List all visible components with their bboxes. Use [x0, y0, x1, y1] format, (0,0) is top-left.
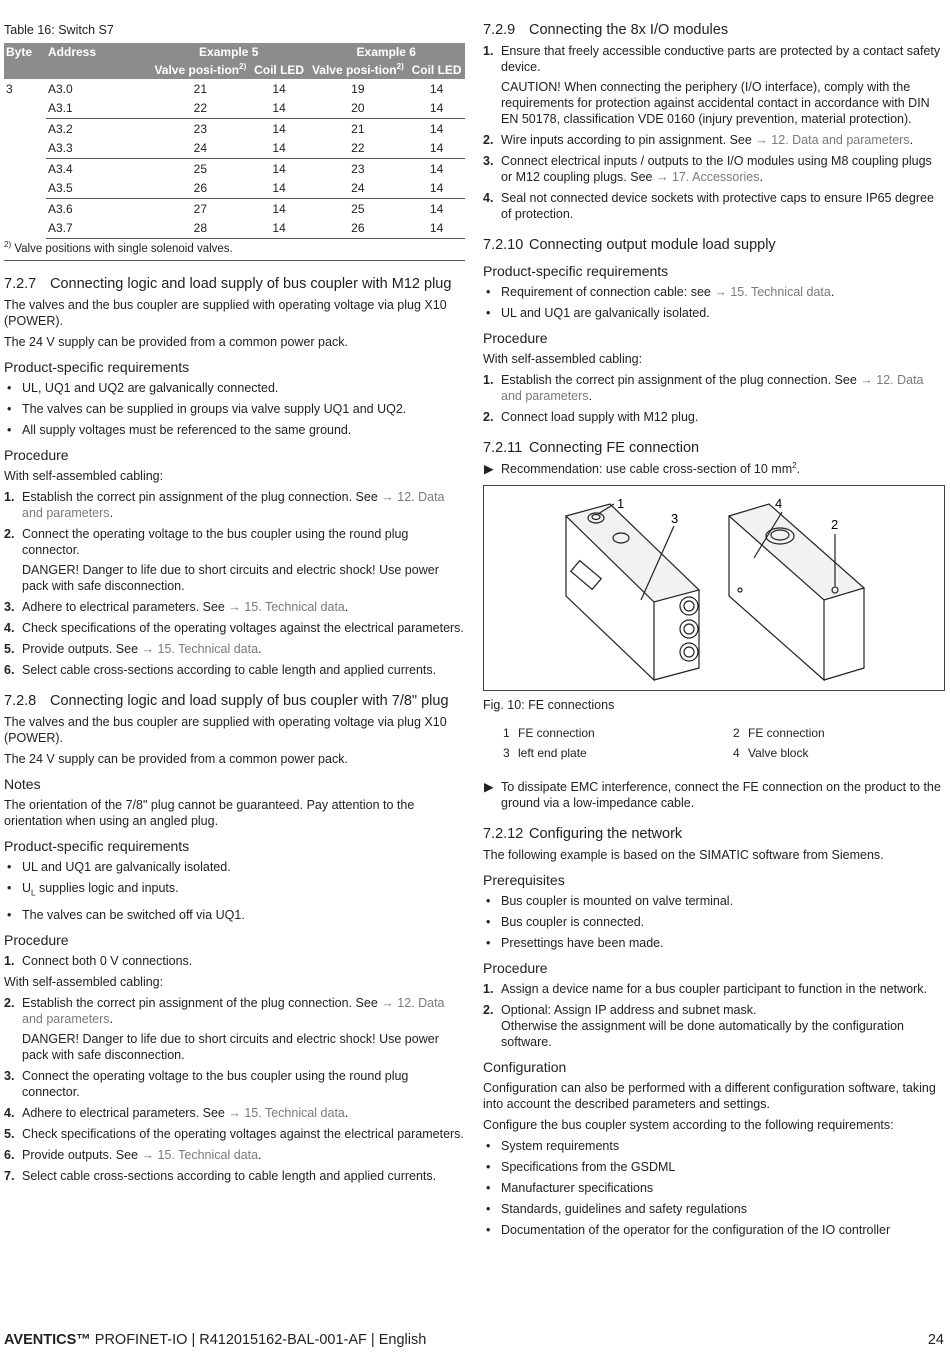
- procedure-list: [4, 995, 465, 1184]
- procedure-list: [483, 43, 945, 222]
- list-item: 1. Ensure that freely accessible conductive parts are protected by a contact safety device. CAUTION! When connecting the periphery (I/O interface), comply with the requirements for protection against accidental contact in accordance with DIN EN 50178, classification VDE 0160 (injury prevention, material protection).: [483, 43, 945, 127]
- list-item: • The valves can be switched off via UQ1.: [4, 907, 465, 923]
- paragraph: The valves and the bus coupler are supplied with operating voltage via plug X10 (POWER).: [4, 298, 447, 328]
- switch-s7-table: [4, 43, 465, 239]
- address-cell: A3.1: [46, 99, 150, 119]
- list-item: 6. Provide outputs. See → 15. Technical data.: [4, 1147, 262, 1162]
- col-coil-led-5: Coil LED: [251, 61, 308, 79]
- coil-led-cell: 14: [429, 121, 444, 136]
- table-row: [4, 99, 465, 119]
- figure-legend: [483, 725, 945, 761]
- list-item: 4. Seal not connected device sockets with protective caps to ensure IP65 degree of protection.: [483, 191, 934, 221]
- list-item: 3. Connect the operating voltage to the bus coupler using the round plug connector.: [4, 1068, 409, 1099]
- danger-note: DANGER! Danger to life due to short circuits and electric shock! Use power pack with safe disconnection.: [22, 1031, 439, 1062]
- paragraph: The valves and the bus coupler are supplied with operating voltage via plug X10 (POWER).: [4, 715, 447, 745]
- list-item: 6. Select cable cross-sections according to cable length and applied currents.: [4, 663, 437, 677]
- danger-note: DANGER! Danger to life due to short circuits and electric shock! Use power pack with safe disconnection.: [22, 563, 439, 593]
- subheading-procedure: Procedure: [483, 960, 548, 976]
- list-item: • The valves can be supplied in groups via valve supply UQ1 and UQ2.: [4, 401, 465, 417]
- list-item: 2. Establish the correct pin assignment of the plug connection. See → 12. Data and parameters. DANGER! Danger to life due to short circuits and electric shock! Use power pack with safe disconnection.: [4, 995, 465, 1063]
- coil-led-cell: 14: [272, 81, 286, 96]
- notes-paragraph: The orientation of the 7/8" plug cannot be guaranteed. Pay attention to the orientation when using an angled plug.: [4, 798, 415, 828]
- subheading-notes: Notes: [4, 776, 41, 792]
- list-item: 1. Establish the correct pin assignment of the plug connection. See → 12. Data and parameters.: [4, 490, 445, 520]
- heading-7-2-11: 7.2.11 Connecting FE connection: [483, 440, 700, 456]
- page-footer: AVENTICS™ PROFINET-IO | R412015162-BAL-001-AF | English: [4, 1332, 427, 1348]
- list-item: • Standards, guidelines and safety regulations: [483, 1201, 945, 1217]
- procedure-list: [4, 489, 465, 678]
- table-footnote: $^{2)}$ Valve positions with single solenoid valves.: [4, 239, 465, 261]
- address-cell: A3.2: [48, 121, 73, 136]
- table-row: [4, 79, 465, 99]
- col-address: Address: [46, 43, 150, 79]
- valve-position-cell: 25: [193, 161, 208, 176]
- valve-position-cell: 25: [351, 201, 365, 216]
- list-item: • Requirement of connection cable: see → 15. Technical data.: [483, 284, 945, 300]
- link-accessories[interactable]: → 17. Accessories: [655, 170, 760, 184]
- byte-cell: [4, 199, 46, 219]
- list-item: 5. Check specifications of the operating voltages against the electrical parameters.: [4, 1126, 464, 1141]
- list-item: 3. Connect electrical inputs / outputs to the I/O modules using M8 coupling plugs or M12 coupling plugs. See → 17. Accessories.: [483, 154, 932, 184]
- valve-position-cell: 23: [351, 161, 365, 176]
- heading-7-2-12: 7.2.12 Configuring the network: [483, 826, 683, 842]
- list-item: • $U_L$ supplies logic and inputs.: [4, 880, 465, 902]
- right-column: [483, 18, 945, 1243]
- coil-led-cell: 14: [251, 139, 308, 159]
- table-row: [4, 139, 465, 159]
- link-data-parameters[interactable]: → 12. Data and parameters: [755, 133, 910, 147]
- subheading-requirements: Product-specific requirements: [4, 359, 190, 375]
- byte-cell: [4, 179, 46, 199]
- list-item: 3. Adhere to electrical parameters. See → 15. Technical data.: [4, 600, 349, 614]
- valve-position-cell: 22: [307, 139, 408, 159]
- procedure-intro: With self-assembled cabling:: [4, 974, 164, 989]
- valve-position-cell: 21: [351, 121, 365, 136]
- procedure-intro: With self-assembled cabling:: [483, 352, 643, 366]
- col-valve-position-5: Valve posi-tion$^{2)}$: [150, 61, 251, 79]
- fe-connections-drawing: [484, 486, 944, 690]
- col-valve-position-6: Valve posi-tion$^{2)}$: [307, 61, 408, 79]
- heading-7-2-7: 7.2.7 Connecting logic and load supply of bus coupler with M12 plug: [4, 276, 452, 292]
- coil-led-cell: 14: [272, 161, 286, 176]
- table-caption: Table 16: Switch S7: [4, 23, 114, 37]
- list-item: 2. Connect load supply with M12 plug.: [483, 410, 699, 424]
- coil-led-cell: 14: [251, 179, 308, 199]
- legend-item: 2 FE connection: [733, 726, 825, 740]
- prerequisites-list: [483, 893, 945, 951]
- procedure-list: [483, 372, 945, 425]
- list-item: • UL, UQ1 and UQ2 are galvanically connected.: [4, 380, 465, 396]
- callout-4: 4: [775, 496, 783, 511]
- table-row: [4, 199, 465, 219]
- list-item: 4. Check specifications of the operating voltages against the electrical parameters.: [4, 621, 464, 635]
- page-number: 24: [927, 1332, 944, 1348]
- coil-led-cell: 14: [408, 179, 465, 199]
- callout-1: 1: [617, 496, 625, 511]
- legend-item: 1 FE connection: [503, 726, 595, 740]
- coil-led-cell: 14: [429, 201, 444, 216]
- valve-position-cell: 26: [307, 219, 408, 239]
- list-item: 2. Optional: Assign IP address and subnet mask. Otherwise the assignment will be done automatically by the configuration software.: [483, 1003, 904, 1049]
- requirements-list: [483, 284, 945, 321]
- list-item: 1. Establish the correct pin assignment of the plug connection. See → 12. Data and parameters.: [483, 373, 924, 403]
- list-item: • Bus coupler is mounted on valve terminal.: [483, 893, 945, 909]
- address-cell: A3.5: [46, 179, 150, 199]
- list-item: 2. Connect the operating voltage to the bus coupler using the round plug connector. DANGER! Danger to life due to short circuits and electric shock! Use power pack with safe disconnection.: [4, 526, 465, 594]
- subheading-configuration: Configuration: [483, 1059, 567, 1075]
- paragraph: The 24 V supply can be provided from a common power pack.: [4, 335, 348, 349]
- paragraph: The 24 V supply can be provided from a common power pack.: [4, 752, 348, 766]
- col-coil-led-6: Coil LED: [408, 61, 465, 79]
- list-item: 4. Adhere to electrical parameters. See → 15. Technical data.: [4, 1105, 349, 1120]
- list-item: 5. Provide outputs. See → 15. Technical data.: [4, 642, 262, 656]
- link-technical-data[interactable]: → 15. Technical data: [141, 1147, 259, 1162]
- col-byte: Byte: [4, 43, 46, 79]
- list-item: 1. Assign a device name for a bus coupler participant to function in the network.: [483, 982, 927, 996]
- address-cell: A3.7: [46, 219, 150, 239]
- subheading-requirements: Product-specific requirements: [4, 838, 190, 854]
- recommendation: ▶ Recommendation: use cable cross-section of 10 $mm^2$.: [484, 460, 801, 476]
- byte-cell: [4, 119, 46, 139]
- left-column: [4, 18, 465, 1189]
- arrow-icon: ▶: [484, 462, 494, 476]
- brand: AVENTICS™: [4, 1332, 91, 1348]
- valve-position-cell: 22: [150, 99, 251, 119]
- legend-item: 4 Valve block: [733, 746, 809, 760]
- address-cell: A3.4: [48, 161, 73, 176]
- valve-position-cell: 24: [307, 179, 408, 199]
- table-row: [4, 119, 465, 139]
- list-item: • All supply voltages must be referenced to the same ground.: [4, 422, 465, 438]
- coil-led-cell: 14: [408, 99, 465, 119]
- subheading-procedure: Procedure: [483, 330, 548, 346]
- list-item: 2. Wire inputs according to pin assignment. See → 12. Data and parameters.: [483, 133, 914, 147]
- list-item: • Specifications from the GSDML: [483, 1159, 945, 1175]
- byte-cell: [4, 159, 46, 179]
- list-item: • Manufacturer specifications: [483, 1180, 945, 1196]
- heading-7-2-10: 7.2.10 Connecting output module load supply: [483, 237, 776, 253]
- valve-position-cell: 23: [193, 121, 208, 136]
- col-example5: Example 5: [150, 43, 307, 61]
- valve-position-cell: 28: [150, 219, 251, 239]
- link-technical-data[interactable]: → 15. Technical data: [228, 600, 345, 614]
- paragraph: The following example is based on the SIMATIC software from Siemens.: [483, 848, 884, 862]
- address-cell: A3.6: [48, 201, 73, 216]
- list-item: 7. Select cable cross-sections according to cable length and applied currents.: [4, 1168, 437, 1183]
- list-item: 1. Connect both 0 V connections.: [4, 953, 193, 968]
- procedure-intro: With self-assembled cabling:: [4, 469, 164, 483]
- coil-led-cell: 14: [272, 201, 286, 216]
- byte-cell: [4, 139, 46, 159]
- paragraph: Configure the bus coupler system according to the following requirements:: [483, 1118, 894, 1132]
- address-cell: A3.3: [46, 139, 150, 159]
- requirements-list: [4, 859, 465, 923]
- emc-instruction: ▶ To dissipate EMC interference, connect the FE connection on the product to the ground via a low-impedance cable.: [484, 780, 941, 810]
- list-item: • UL and UQ1 are galvanically isolated.: [483, 305, 945, 321]
- link-technical-data[interactable]: → 15. Technical data: [714, 285, 831, 299]
- list-item: • Documentation of the operator for the configuration of the IO controller: [483, 1222, 945, 1238]
- link-technical-data[interactable]: → 15. Technical data: [228, 1105, 345, 1120]
- link-technical-data[interactable]: → 15. Technical data: [141, 642, 259, 656]
- heading-7-2-8: 7.2.8 Connecting logic and load supply of bus coupler with 7/8" plug: [4, 693, 449, 709]
- coil-led-cell: 14: [408, 219, 465, 239]
- subheading-requirements: Product-specific requirements: [483, 263, 669, 279]
- subheading-procedure: Procedure: [4, 447, 69, 463]
- subheading-prerequisites: Prerequisites: [483, 872, 565, 888]
- valve-position-cell: 19: [351, 81, 365, 96]
- coil-led-cell: 14: [408, 139, 465, 159]
- coil-led-cell: 14: [251, 219, 308, 239]
- coil-led-cell: 14: [272, 121, 286, 136]
- table-row: [4, 219, 465, 239]
- link-data-parameters[interactable]: → 12. Data and parameters: [22, 490, 445, 520]
- coil-led-cell: 14: [429, 161, 444, 176]
- figure-caption: Fig. 10: FE connections: [483, 698, 615, 712]
- list-item: • System requirements: [483, 1138, 945, 1154]
- heading-7-2-9: 7.2.9 Connecting the 8x I/O modules: [483, 22, 729, 38]
- valve-position-cell: 26: [150, 179, 251, 199]
- list-item: • Bus coupler is connected.: [483, 914, 945, 930]
- valve-position-cell: 20: [307, 99, 408, 119]
- valve-position-cell: 24: [150, 139, 251, 159]
- valve-position-cell: 21: [193, 81, 208, 96]
- list-item: • Presettings have been made.: [483, 935, 945, 951]
- paragraph: Configuration can also be performed with a different configuration software, taking into account the described parameters and settings.: [483, 1081, 936, 1111]
- fe-connections-figure: [483, 485, 945, 691]
- coil-led-cell: 14: [251, 99, 308, 119]
- table-row: [4, 179, 465, 199]
- byte-cell: [4, 219, 46, 239]
- address-cell: A3.0: [48, 81, 73, 96]
- callout-3: 3: [671, 511, 679, 526]
- link-data-parameters[interactable]: → 12. Data and parameters: [501, 373, 924, 403]
- procedure-list: [483, 981, 945, 1050]
- configuration-list: [483, 1138, 945, 1238]
- coil-led-cell: 14: [429, 81, 444, 96]
- requirements-list: [4, 380, 465, 438]
- col-example6: Example 6: [307, 43, 465, 61]
- callout-2: 2: [831, 517, 839, 532]
- table-row: [4, 159, 465, 179]
- procedure-list: [4, 953, 465, 969]
- arrow-icon: ▶: [484, 780, 494, 794]
- byte-cell: [4, 99, 46, 119]
- byte-cell: 3: [6, 81, 13, 96]
- caution-note: CAUTION! When connecting the periphery (I/O interface), comply with the requirements for protection against accidental contact in accordance with DIN EN 50178, classification VDE 0160 (injury prevention, material protection).: [501, 80, 930, 126]
- legend-item: 3 left end plate: [503, 746, 587, 760]
- link-data-parameters[interactable]: → 12. Data and parameters: [22, 995, 445, 1026]
- list-item: • UL and UQ1 are galvanically isolated.: [4, 859, 465, 875]
- subheading-procedure: Procedure: [4, 931, 69, 948]
- valve-position-cell: 27: [193, 201, 208, 216]
